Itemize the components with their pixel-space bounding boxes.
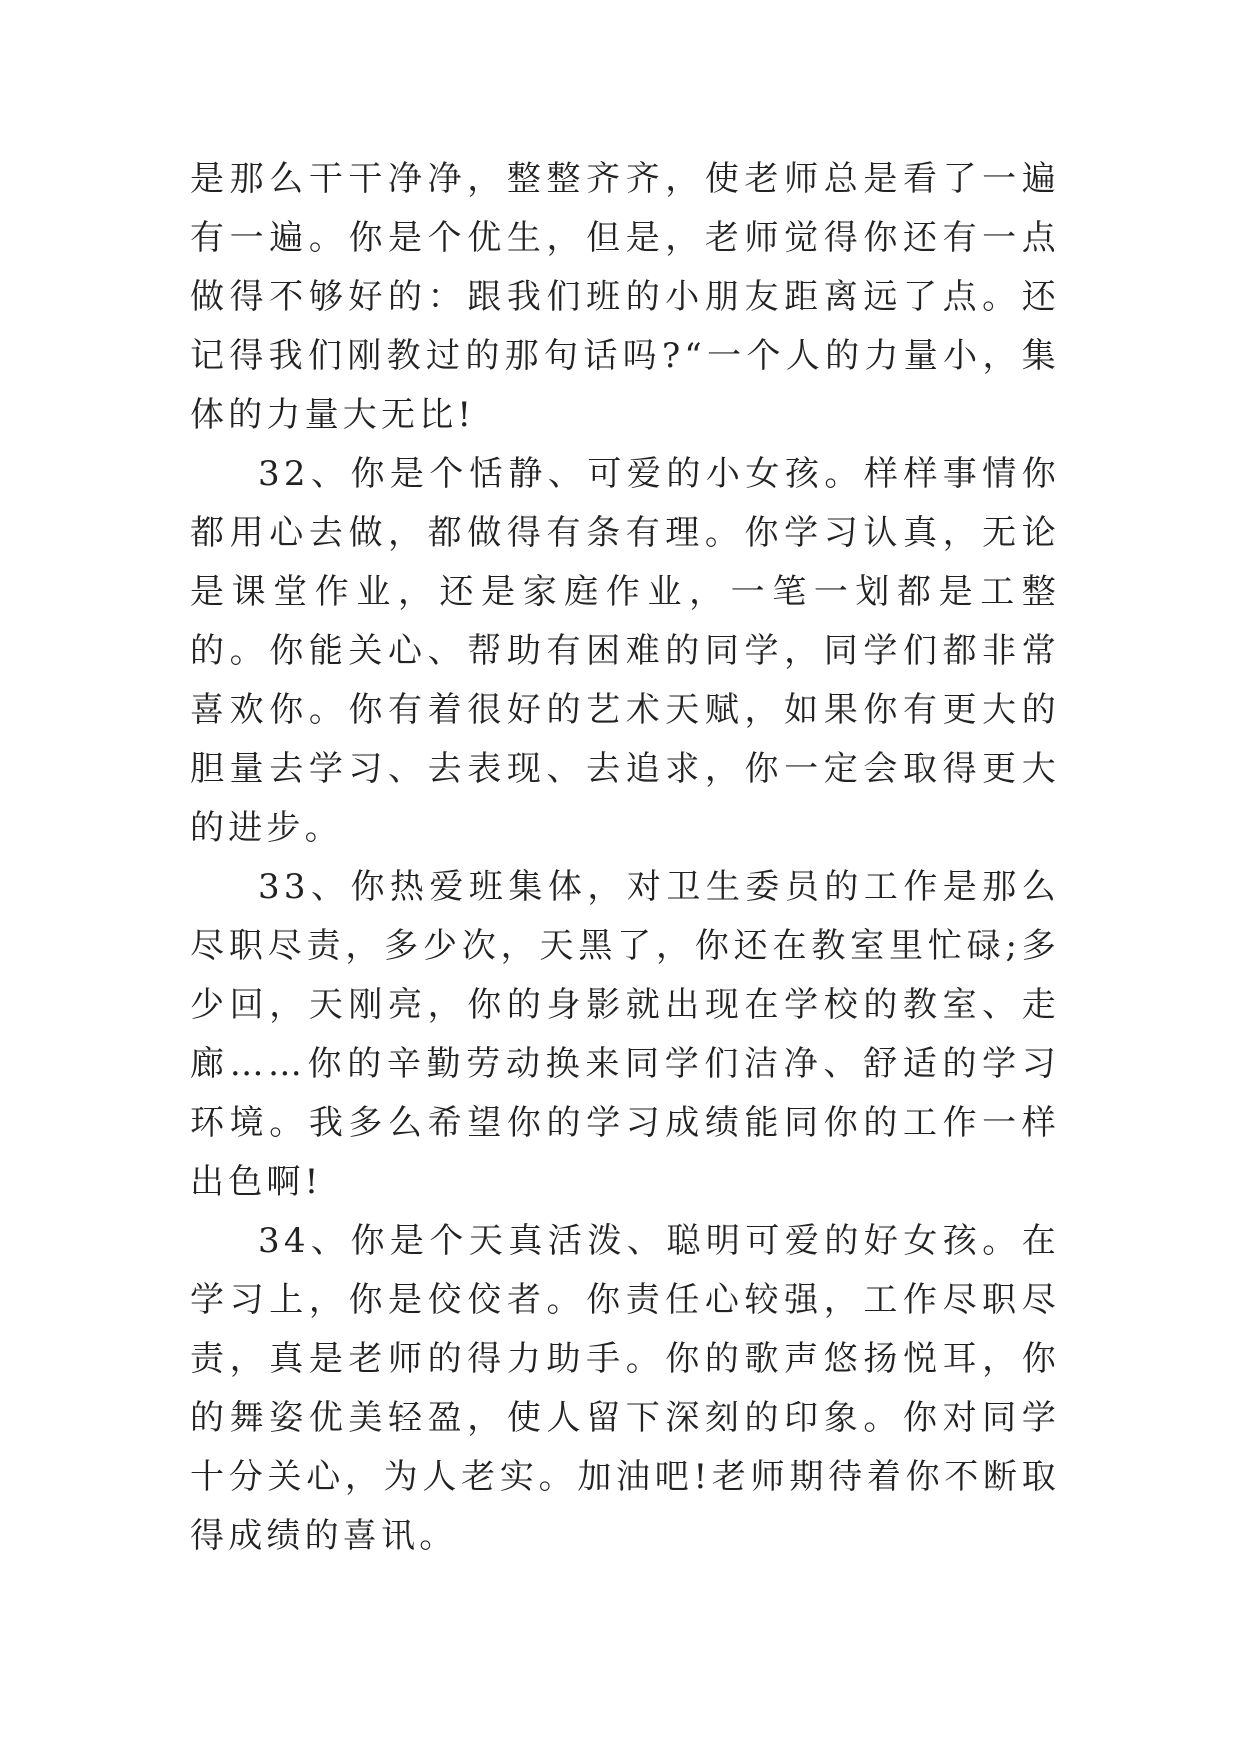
text-line: 同学，同学们都非常喜欢你。你有着很好的艺术天赋，如果 bbox=[190, 631, 1060, 730]
paragraph-continued bbox=[190, 150, 1060, 445]
text-line: 你是佼佼者。你责任心较强，工作尽职尽责，真是老师的得 bbox=[190, 1280, 1060, 1379]
text-line: 学们洁净、舒适的学习环境。我多么希望你的学习成绩能同 bbox=[190, 1044, 1061, 1143]
text-line: 你有更大的胆量去学习、去表现、去追求，你一定会取得更 bbox=[190, 690, 1060, 789]
text-line: 家庭作业，一笔一划都是工整的。你能关心、帮助有困难的 bbox=[190, 572, 1060, 671]
text-line: 32、你是个恬静、可爱的小女孩。样样事情你都用心去 bbox=[190, 454, 1060, 553]
text-line: 你的工作一样出色啊! bbox=[190, 1103, 1060, 1202]
text-line: 的身影就出现在学校的教室、走廊……你的辛勤劳动换来同 bbox=[190, 985, 1060, 1084]
document-body bbox=[190, 150, 1060, 1566]
text-line: 你是个优生，但是，老师觉得你还有一点做得不够好的：跟 bbox=[190, 218, 1060, 317]
paragraph-33 bbox=[190, 858, 1060, 1212]
text-line: 是那么干干净净，整整齐齐，使老师总是看了一遍有一遍。 bbox=[190, 159, 1060, 258]
text-line: 我们班的小朋友距离远了点。还记得我们刚教过的那句话吗? bbox=[190, 277, 1060, 376]
text-line: 33、你热爱班集体，对卫生委员的工作是那么尽职尽责， bbox=[190, 867, 1060, 966]
text-line: 期待着你不断取得成绩的喜讯。 bbox=[190, 1457, 1060, 1556]
text-line: 做，都做得有条有理。你学习认真，无论是课堂作业，还是 bbox=[190, 513, 1060, 612]
text-line: 力助手。你的歌声悠扬悦耳，你的舞姿优美轻盈，使人留下 bbox=[190, 1339, 1060, 1438]
paragraph-32 bbox=[190, 445, 1060, 858]
text-line: 多少次，天黑了，你还在教室里忙碌;多少回，天刚亮，你 bbox=[190, 926, 1060, 1025]
paragraph-34 bbox=[190, 1212, 1060, 1566]
text-line: “一个人的力量小，集体的力量大无比! bbox=[190, 336, 1060, 435]
text-line: 深刻的印象。你对同学十分关心，为人老实。加油吧!老师 bbox=[190, 1398, 1060, 1497]
text-line: 大的进步。 bbox=[190, 749, 1060, 848]
text-line: 34、你是个天真活泼、聪明可爱的好女孩。在学习上， bbox=[190, 1221, 1060, 1320]
